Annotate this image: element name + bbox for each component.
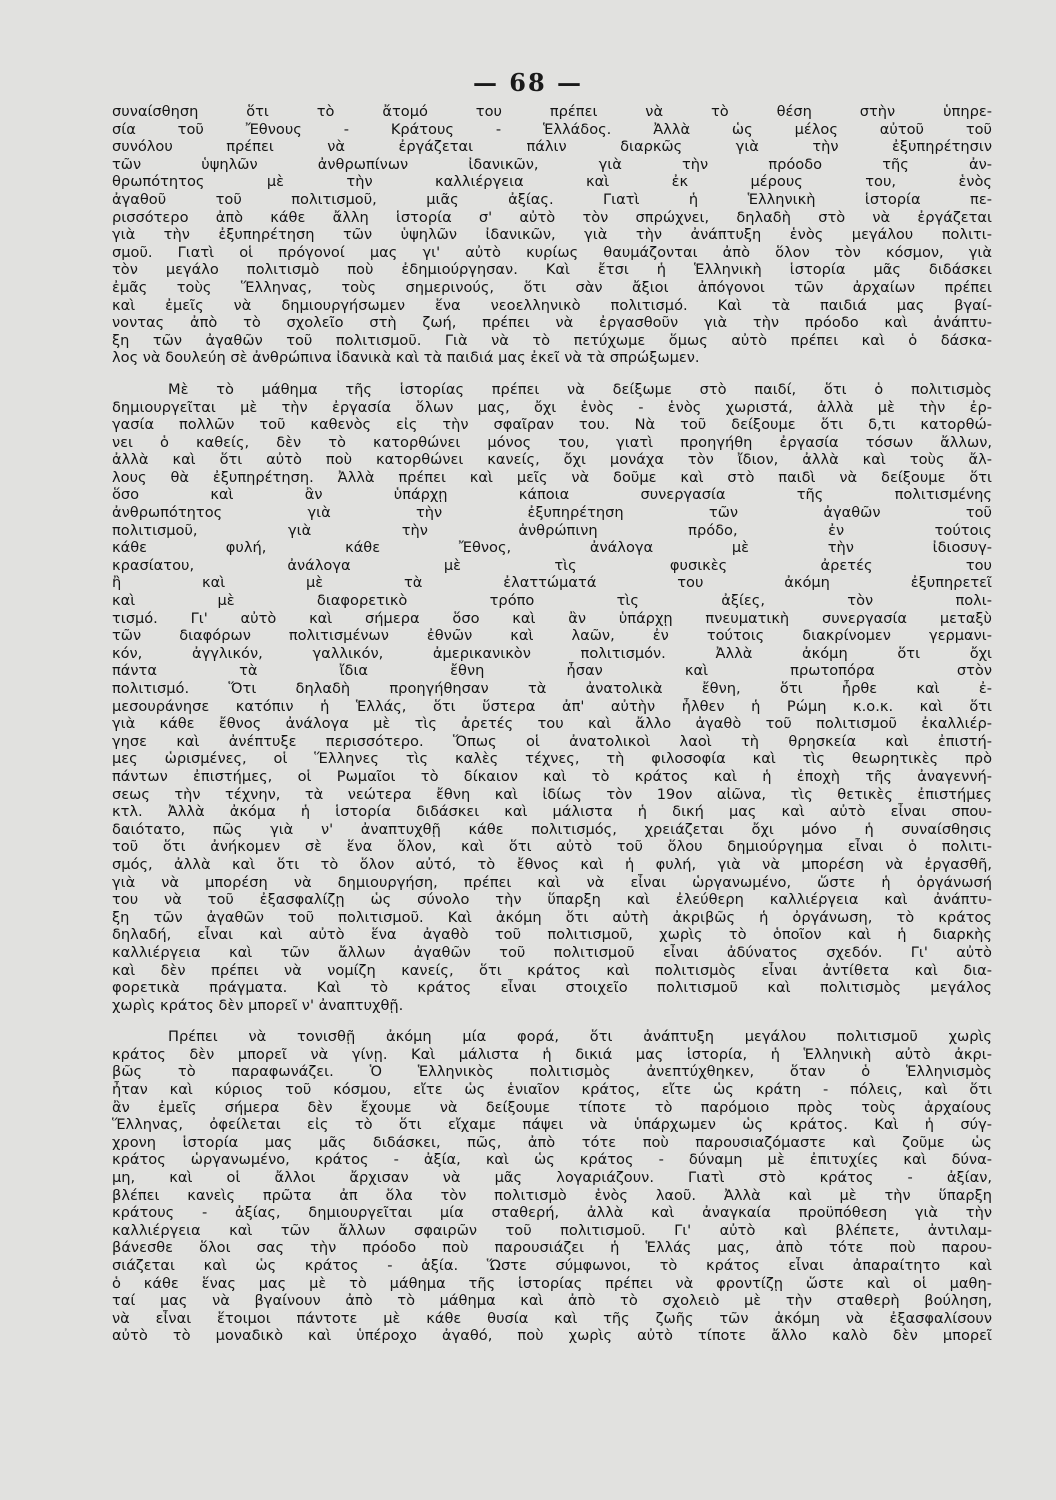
text-line: δηλαδή, εἶναι καὶ αὐτὸ ἕνα ἀγαθὸ τοῦ πολιτισμοῦ, χωρὶς τὸ ὁποῖον καὶ ἡ διαρκὴς [112, 926, 992, 944]
body-text [112, 103, 992, 1345]
paragraph [112, 1028, 992, 1345]
text-line: ἐμᾶς τοὺς Ἕλληνας, τοὺς σημερινούς, ὅτι σὰν ἄξιοι ἀπόγονοι τῶν ἀρχαίων πρέπει [112, 278, 992, 296]
text-line: γιὰ νὰ μπορέση νὰ δημιουργήση, πρέπει καὶ νὰ εἶναι ὡργανωμένο, ὥστε ἡ ὀργάνωσή [112, 873, 992, 891]
page-number: — 68 — [472, 68, 584, 97]
text-line: Μὲ τὸ μάθημα τῆς ἱστορίας πρέπει νὰ δείξωμε στὸ παιδί, ὅτι ὁ πολιτισμὸς [168, 380, 992, 398]
paragraph [112, 103, 992, 367]
text-line: νοντας ἀπὸ τὸ σχολεῖο στὴ ζωή, πρέπει νὰ ἐργασθοῦν γιὰ τὴν πρόοδο καὶ ἀνάπτυ- [112, 314, 992, 332]
text-line: νὰ εἶναι ἕτοιμοι πάντοτε μὲ κάθε θυσία καὶ τῆς ζωῆς τῶν ἀκόμη νὰ ἐξασφαλίσουν [112, 1309, 992, 1327]
text-line: κόν, ἀγγλικόν, γαλλικόν, ἀμερικανικὸν πολιτισμόν. Ἀλλὰ ἀκόμη ὅτι ὄχι [112, 644, 992, 662]
text-line: τὸν μεγάλο πολιτισμὸ ποὺ ἐδημιούργησαν. Καὶ ἔτσι ἡ Ἑλληνικὴ ἱστορία μᾶς διδάσκει [112, 261, 992, 279]
text-line: κρασίατου, ἀνάλογα μὲ τὶς φυσικὲς ἀρετές του [112, 556, 992, 574]
text-line: ἢ καὶ μὲ τὰ ἐλαττώματά του ἀκόμη ἐξυπηρετεῖ [112, 574, 992, 592]
text-line: ταί μας νὰ βγαίνουν ἀπὸ τὸ μάθημα καὶ ἀπὸ τὸ σχολειὸ μὲ τὴν σταθερὴ βούληση, [112, 1292, 992, 1310]
text-line: σία τοῦ Ἔθνους - Κράτους - Ἑλλάδος. Ἀλλὰ ὡς μέλος αὐτοῦ τοῦ [112, 120, 992, 138]
text-line: κάθε φυλή, κάθε Ἔθνος, ἀνάλογα μὲ τὴν ἰδιοσυγ- [112, 539, 992, 557]
text-line: ὅσο καὶ ἂν ὑπάρχῃ κάποια συνεργασία τῆς πολιτισμένης [112, 486, 992, 504]
text-line: νει ὁ καθείς, δὲν τὸ κατορθώνει μόνος του, γιατὶ προηγήθη ἐργασία τόσων ἄλλων, [112, 433, 992, 451]
text-line: ὁ κάθε ἕνας μας μὲ τὸ μάθημα τῆς ἱστορίας πρέπει νὰ φροντίζῃ ὥστε καὶ οἱ μαθη- [112, 1274, 992, 1292]
text-line: ξη τῶν ἀγαθῶν τοῦ πολιτισμοῦ. Γιὰ νὰ τὸ πετύχωμε ὅμως αὐτὸ πρέπει καὶ ὁ δάσκα- [112, 331, 992, 349]
text-line: γιὰ τὴν ἐξυπηρέτηση τῶν ὑψηλῶν ἰδανικῶν, γιὰ τὴν ἀνάπτυξη ἑνὸς μεγάλου πολιτι- [112, 226, 992, 244]
text-line: ρισσότερο ἀπὸ κάθε ἄλλη ἱστορία σ' αὐτὸ τὸν σπρώχνει, δηλαδὴ στὸ νὰ ἐργάζεται [112, 208, 992, 226]
text-line: ἀλλὰ καὶ ὅτι αὐτὸ ποὺ κατορθώνει κανείς, ὄχι μονάχα τὸν ἴδιον, ἀλλὰ καὶ τοὺς ἄλ- [112, 451, 992, 469]
text-line: καὶ μὲ διαφορετικὸ τρόπο τὶς ἀξίες, τὸν πολι- [112, 592, 992, 610]
text-line: συναίσθηση ὅτι τὸ ἄτομό του πρέπει νὰ τὸ θέση στὴν ὑπηρε- [112, 103, 992, 120]
text-line: σιάζεται καὶ ὡς κράτος - ἀξία. Ὥστε σύμφωνοι, τὸ κράτος εἶναι ἀπαραίτητο καὶ [112, 1257, 992, 1274]
text-line: βλέπει κανεὶς πρῶτα ἀπ ὅλα τὸν πολιτισμὸ ἑνὸς λαοῦ. Ἀλλὰ καὶ μὲ τὴν ὕπαρξη [112, 1186, 992, 1204]
text-line: Ἕλληνας, ὀφείλεται εἰς τὸ ὅτι εἴχαμε πάψει νὰ ὑπάρχωμεν ὡς κράτος. Καὶ ἡ σύγ- [112, 1116, 992, 1134]
text-line: ἦταν καὶ κύριος τοῦ κόσμου, εἴτε ὡς ἑνιαῖον κράτος, εἴτε ὡς κράτη - πόλεις, καὶ ὅτι [112, 1081, 992, 1099]
text-line: κράτος ὡργανωμένο, κράτος - ἀξία, καὶ ὡς κράτος - δύναμη μὲ ἐπιτυχίες καὶ δύνα- [112, 1151, 992, 1169]
text-line: μεσουράνησε κατόπιν ἡ Ἑλλάς, ὅτι ὕστερα ἀπ' αὐτὴν ἦλθεν ἡ Ρώμη κ.ο.κ. καὶ ὅτι [112, 697, 992, 715]
text-line: καὶ ἐμεῖς νὰ δημιουργήσωμεν ἕνα νεοελληνικὸ πολιτισμό. Καὶ τὰ παιδιά μας βγαί- [112, 296, 992, 314]
text-line: ἀνθρωπότητος γιὰ τὴν ἐξυπηρέτηση τῶν ἀγαθῶν τοῦ [112, 504, 992, 522]
text-line: μη, καὶ οἱ ἄλλοι ἄρχισαν νὰ μᾶς λογαριάζουν. Γιατὶ στὸ κράτος - ἀξίαν, [112, 1169, 992, 1187]
text-line: δαιότατο, πῶς γιὰ ν' ἀναπτυχθῇ κάθε πολιτισμός, χρειάζεται ὄχι μόνο ἡ συναίσθησις [112, 820, 992, 838]
text-line: ξη τῶν ἀγαθῶν τοῦ πολιτισμοῦ. Καὶ ἀκόμη ὅτι αὐτὴ ἀκριβῶς ἡ ὀργάνωση, τὸ κράτος [112, 908, 992, 926]
text-line: γησε καὶ ἀνέπτυξε περισσότερο. Ὅπως οἱ ἀνατολικοὶ λαοὶ τὴ θρησκεία καὶ ἐπιστή- [112, 732, 992, 750]
text-line: κτλ. Ἀλλὰ ἀκόμα ἡ ἱστορία διδάσκει καὶ μάλιστα ἡ δική μας καὶ αὐτὸ εἶναι σπου- [112, 803, 992, 821]
text-line: λους θὰ ἐξυπηρέτηση. Ἀλλὰ πρέπει καὶ μεῖς νὰ δοῦμε καὶ στὸ παιδὶ νὰ δείξουμε ὅτι [112, 468, 992, 486]
text-line: πολιτισμό. Ὅτι δηλαδὴ προηγήθησαν τὰ ἀνατολικὰ ἔθνη, ὅτι ἦρθε καὶ ἐ- [112, 680, 992, 697]
text-line: τοῦ ὅτι ἀνήκομεν σὲ ἕνα ὅλον, καὶ ὅτι αὐτὸ τοῦ ὅλου δημιούργημα εἶναι ὁ πολιτι- [112, 838, 992, 856]
text-line: σμοῦ. Γιατὶ οἱ πρόγονοί μας γι' αὐτὸ κυρίως θαυμάζονται ἀπὸ ὅλον τὸν κόσμον, γιὰ [112, 243, 992, 261]
text-line: χωρὶς κράτος δὲν μπορεῖ ν' ἀναπτυχθῇ. [112, 996, 404, 1014]
text-line: σεως τὴν τέχνην, τὰ νεώτερα ἔθνη καὶ ἰδίως τὸν 19ον αἰῶνα, τὶς θετικὲς ἐπιστήμες [112, 785, 992, 803]
text-line: θρωπότητος μὲ τὴν καλλιέργεια καὶ ἐκ μέρους του, ἑνὸς [112, 173, 992, 191]
text-line: βῶς τὸ παραφωνάζει. Ὁ Ἑλληνικὸς πολιτισμὸς ἀνεπτύχθηκεν, ὅταν ὁ Ἑλληνισμὸς [112, 1063, 992, 1081]
text-line: πάντων ἐπιστήμες, οἱ Ρωμαῖοι τὸ δίκαιον καὶ τὸ κράτος καὶ ἡ ἐποχὴ τῆς ἀναγεννή- [112, 767, 992, 785]
text-line: ἂν ἐμεῖς σήμερα δὲν ἔχουμε νὰ δείξουμε τίποτε τὸ παρόμοιο πρὸς τοὺς ἀρχαίους [112, 1098, 992, 1116]
text-line: τῶν ὑψηλῶν ἀνθρωπίνων ἰδανικῶν, γιὰ τὴν πρόοδο τῆς ἀν- [112, 155, 992, 173]
text-line: καὶ δὲν πρέπει νὰ νομίζη κανείς, ὅτι κράτος καὶ πολιτισμὸς εἶναι ἀντίθετα καὶ δια- [112, 961, 992, 979]
text-line: πάντα τὰ ἴδια ἔθνη ἦσαν καὶ πρωτοπόρα στὸν [112, 662, 992, 680]
text-line: κράτους - ἀξίας, δημιουργεῖται μία σταθερή, ἀλλὰ καὶ ἀναγκαία προϋπόθεση γιὰ τὴν [112, 1204, 992, 1222]
text-line: μες ὡρισμένες, οἱ Ἕλληνες τὶς καλὲς τέχνες, τὴ φιλοσοφία καὶ τὶς θεωρητικὲς πρὸ [112, 750, 992, 768]
text-line: καλλιέργεια καὶ τῶν ἄλλων σφαιρῶν τοῦ πολιτισμοῦ. Γι' αὐτὸ καὶ βλέπετε, ἀντιλαμ- [112, 1221, 992, 1239]
text-line: σμός, ἀλλὰ καὶ ὅτι τὸ ὅλον αὐτό, τὸ ἔθνος καὶ ἡ φυλή, γιὰ νὰ μπορέση νὰ ἐργασθῆ, [112, 855, 992, 873]
text-line: δημιουργεῖται μὲ τὴν ἐργασία ὅλων μας, ὄχι ἑνὸς - ἑνὸς χωριστά, ἀλλὰ μὲ τὴν ἐρ- [112, 398, 992, 416]
text-line: καλλιέργεια καὶ τῶν ἄλλων ἀγαθῶν τοῦ πολιτισμοῦ εἶναι ἀδύνατος σχεδόν. Γι' αὐτὸ [112, 943, 992, 961]
text-line: λος νὰ δουλεύη σὲ ἀνθρώπινα ἰδανικὰ καὶ τὰ παιδιά μας ἐκεῖ νὰ τὰ σπρώξωμεν. [112, 349, 700, 367]
text-line: χρονη ἱστορία μας μᾶς διδάσκει, πῶς, ἀπὸ τότε ποὺ παρουσιαζόμαστε καὶ ζοῦμε ὡς [112, 1133, 992, 1151]
text-line: τῶν διαφόρων πολιτισμένων ἐθνῶν καὶ λαῶν, ἐν τούτοις διακρίνομεν γερμανι- [112, 627, 992, 645]
text-line: πολιτισμοῦ, γιὰ τὴν ἀνθρώπινη πρόδο, ἐν τούτοις [112, 521, 992, 539]
text-line: αὐτὸ τὸ μοναδικὸ καὶ ὑπέροχο ἀγαθό, ποὺ χωρὶς αὐτὸ τίποτε ἄλλο καλὸ δὲν μπορεῖ [112, 1327, 992, 1345]
text-line: τισμό. Γι' αὐτὸ καὶ σήμερα ὅσο καὶ ἂν ὑπάρχῃ πνευματικὴ συνεργασία μεταξὺ [112, 609, 992, 627]
text-line: φορετικὰ πράγματα. Καὶ τὸ κράτος εἶναι στοιχεῖο πολιτισμοῦ καὶ πολιτισμὸς μεγάλος [112, 979, 992, 997]
paragraph [112, 381, 992, 1014]
text-line: γιὰ κάθε ἔθνος ἀνάλογα μὲ τὶς ἀρετές του καὶ ἄλλο ἀγαθὸ τοῦ πολιτισμοῦ ἐκαλλιέρ- [112, 715, 992, 733]
text-line: κράτος δὲν μπορεῖ νὰ γίνῃ. Καὶ μάλιστα ἡ δικιά μας ἱστορία, ἡ Ἑλληνικὴ αὐτὸ ἀκρι- [112, 1045, 992, 1063]
text-line: γασία πολλῶν τοῦ καθενὸς εἰς τὴν σφαῖραν του. Νὰ τοῦ δείξουμε ὅτι δ,τι κατορθώ- [112, 416, 992, 434]
text-line: του νὰ τοῦ ἐξασφαλίζῃ ὡς σύνολο τὴν ὕπαρξη καὶ ἐλεύθερη καλλιέργεια καὶ ἀνάπτυ- [112, 891, 992, 909]
text-line: βάνεσθε ὅλοι σας τὴν πρόοδο ποὺ παρουσιάζει ἡ Ἑλλάς μας, ἀπὸ τότε ποὺ παρου- [112, 1239, 992, 1257]
text-line: ἀγαθοῦ τοῦ πολιτισμοῦ, μιᾶς ἀξίας. Γιατὶ ἡ Ἑλληνικὴ ἱστορία πε- [112, 190, 992, 208]
text-line: Πρέπει νὰ τονισθῇ ἀκόμη μία φορά, ὅτι ἀνάπτυξη μεγάλου πολιτισμοῦ χωρὶς [168, 1028, 992, 1046]
text-line: συνόλου πρέπει νὰ ἐργάζεται πάλιν διαρκῶς γιὰ τὴν ἐξυπηρέτησιν [112, 138, 992, 156]
